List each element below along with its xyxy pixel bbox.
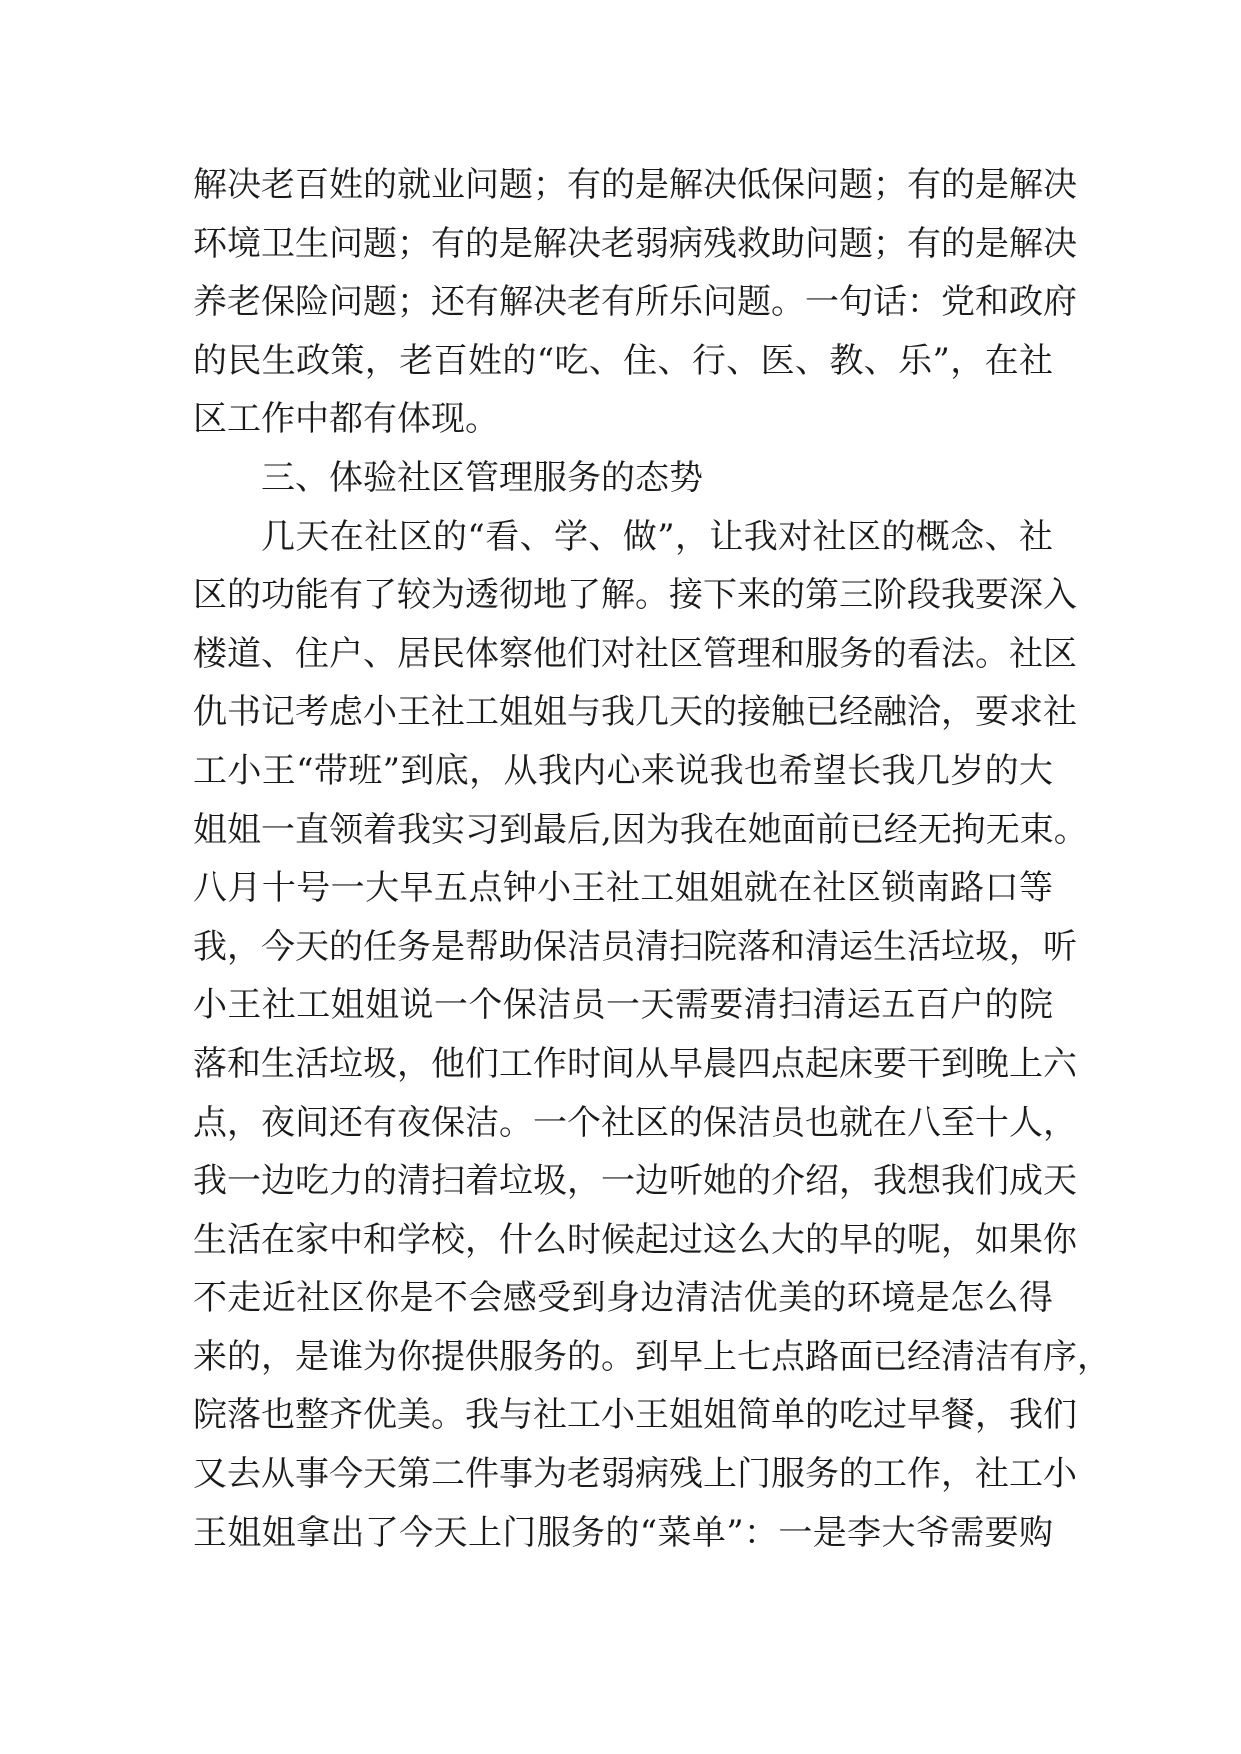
body-text [193, 156, 1111, 1562]
text-line: 楼道、住户、居民体察他们对社区管理和服务的看法。社区 [193, 633, 1077, 674]
text-line: 八月十号一大早五点钟小王社工姐姐就在社区锁南路口等 [193, 868, 1053, 909]
text-line: 我，今天的任务是帮助保洁员清扫院落和清运生活垃圾，听 [193, 926, 1077, 967]
text-line: 的民生政策，老百姓的“吃、住、行、医、教、乐”，在社 [193, 340, 1053, 381]
text-line: 区工作中都有体现。 [193, 399, 499, 440]
text-line: 解决老百姓的就业问题；有的是解决低保问题；有的是解决 [193, 165, 1077, 205]
text-line: 小王社工姐姐说一个保洁员一天需要清扫清运五百户的院 [193, 985, 1053, 1026]
text-line: 不走近社区你是不会感受到身边清洁优美的环境是怎么得 [193, 1278, 1053, 1319]
text-line: 来的，是谁为你提供服务的。到早上七点路面已经清洁有序， [193, 1336, 1111, 1377]
text-line: 我一边吃力的清扫着垃圾，一边听她的介绍，我想我们成天 [193, 1161, 1077, 1202]
text-line: 工小王“带班”到底，从我内心来说我也希望长我几岁的大 [193, 750, 1053, 791]
text-line: 生活在家中和学校，什么时候起过这么大的早的呢，如果你 [193, 1219, 1077, 1260]
section-heading: 三、体验社区管理服务的态势 [261, 457, 703, 498]
text-line: 点，夜间还有夜保洁。一个社区的保洁员也就在八至十人， [193, 1102, 1077, 1143]
text-line: 姐姐一直领着我实习到最后,因为我在她面前已经无拘无束。 [193, 809, 1088, 850]
text-line: 几天在社区的“看、学、做”，让我对社区的概念、社 [261, 516, 1053, 557]
text-line: 区的功能有了较为透彻地了解。接下来的第三阶段我要深入 [193, 575, 1077, 616]
text-line: 王姐姐拿出了今天上门服务的“菜单”：一是李大爷需要购 [193, 1512, 1053, 1553]
text-line: 仇书记考虑小王社工姐姐与我几天的接触已经融洽，要求社 [193, 692, 1077, 733]
text-line: 养老保险问题；还有解决老有所乐问题。一句话：党和政府 [193, 282, 1077, 323]
text-line: 落和生活垃圾，他们工作时间从早晨四点起床要干到晚上六 [193, 1043, 1077, 1084]
text-line: 院落也整齐优美。我与社工小王姐姐简单的吃过早餐，我们 [193, 1395, 1077, 1436]
text-line: 环境卫生问题；有的是解决老弱病残救助问题；有的是解决 [193, 223, 1077, 264]
text-line: 又去从事今天第二件事为老弱病残上门服务的工作，社工小 [193, 1454, 1077, 1495]
